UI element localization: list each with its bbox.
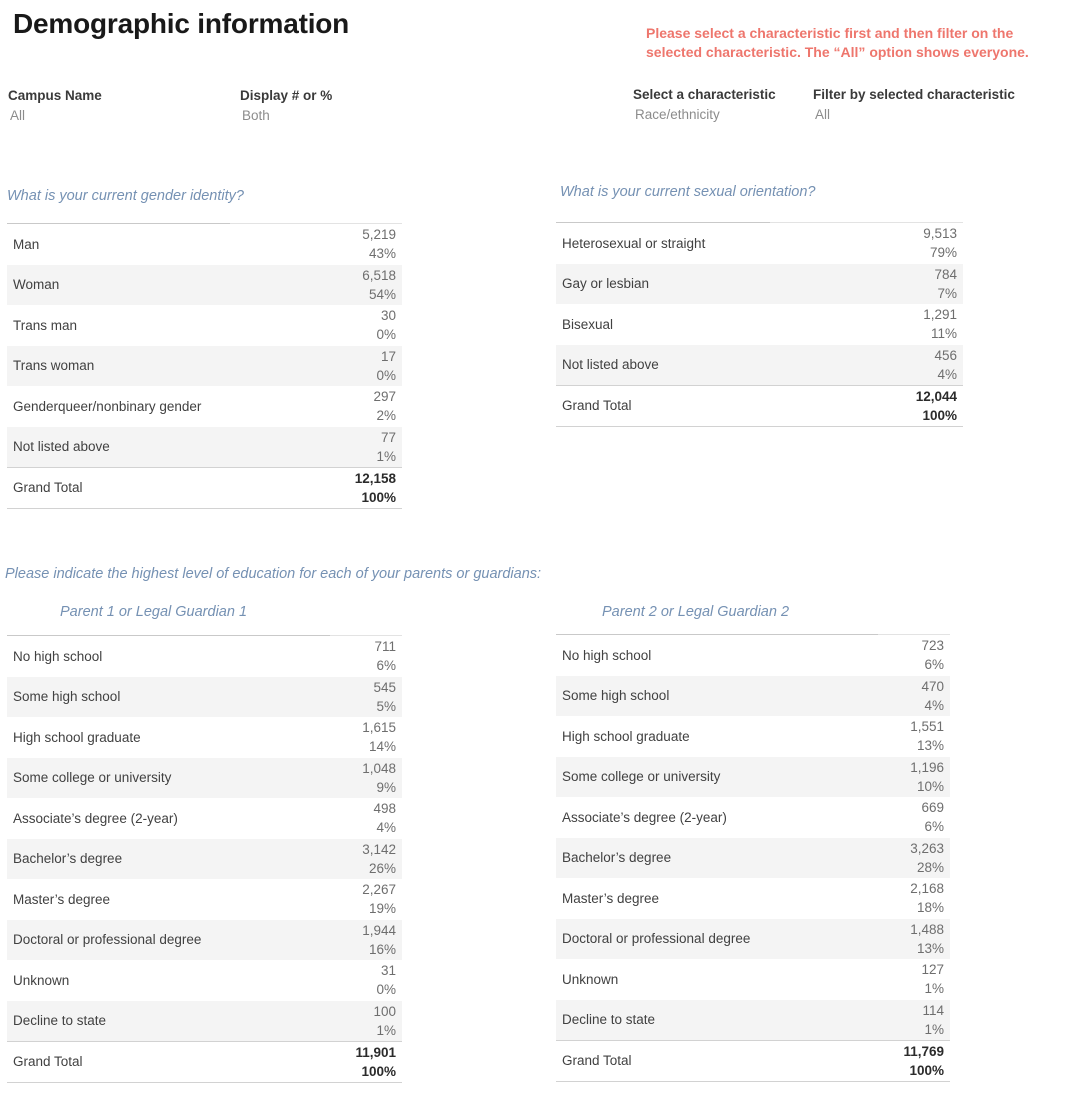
row-count: 723	[921, 638, 944, 654]
row-values	[330, 636, 402, 677]
row-values	[230, 224, 402, 265]
row-percent: 13%	[916, 940, 944, 956]
table-row[interactable]	[7, 839, 402, 880]
table-row[interactable]	[7, 758, 402, 799]
row-values	[330, 717, 402, 758]
row-label: Grand Total	[13, 480, 83, 496]
row-percent: 9%	[376, 779, 396, 795]
row-label: Grand Total	[562, 1053, 632, 1069]
row-values	[330, 758, 402, 799]
table-row[interactable]	[7, 717, 402, 758]
row-label: Bachelor’s degree	[13, 851, 123, 867]
row-values	[330, 960, 402, 1001]
row-label: Master’s degree	[562, 890, 660, 906]
table-row[interactable]	[556, 1000, 950, 1041]
table-row[interactable]	[556, 635, 950, 676]
row-values	[330, 1042, 402, 1082]
row-count: 12,044	[915, 388, 957, 404]
table-row[interactable]	[556, 797, 950, 838]
row-values	[230, 468, 402, 508]
table-row[interactable]	[7, 636, 402, 677]
row-label: Some high school	[562, 688, 670, 704]
row-count: 5,219	[362, 227, 396, 243]
row-label: High school graduate	[13, 729, 141, 745]
filter-label: Filter by selected characteristic	[813, 87, 1015, 102]
row-label: Bisexual	[562, 316, 614, 332]
row-count: 470	[921, 678, 944, 694]
row-values	[878, 676, 950, 717]
parent2-subtitle: Parent 2 or Legal Guardian 2	[602, 604, 790, 620]
row-count: 456	[934, 347, 957, 363]
parent1-table	[7, 635, 402, 1083]
row-label: Trans man	[13, 317, 78, 333]
row-percent: 100%	[909, 1062, 944, 1078]
table-row[interactable]	[556, 878, 950, 919]
row-count: 1,291	[923, 307, 957, 323]
row-count: 545	[373, 679, 396, 695]
grand-total-row[interactable]	[556, 1040, 950, 1081]
row-percent: 2%	[376, 408, 396, 424]
row-percent: 1%	[376, 1022, 396, 1038]
row-count: 11,901	[355, 1044, 396, 1060]
row-values	[878, 1041, 950, 1081]
row-values	[230, 265, 402, 306]
row-label: Not listed above	[562, 357, 659, 373]
table-row[interactable]	[556, 223, 963, 264]
row-label: Associate’s degree (2-year)	[562, 809, 727, 825]
row-values	[878, 797, 950, 838]
filter-characteristic	[633, 87, 776, 122]
row-percent: 4%	[937, 366, 957, 382]
grand-total-row[interactable]	[556, 385, 963, 426]
row-count: 30	[380, 308, 396, 324]
row-count: 2,267	[362, 882, 396, 898]
row-count: 784	[934, 266, 957, 282]
row-percent: 54%	[368, 286, 396, 302]
table-row[interactable]	[556, 264, 963, 305]
row-values	[770, 304, 963, 345]
row-values	[330, 920, 402, 961]
row-label: Doctoral or professional degree	[562, 931, 751, 947]
grand-total-row[interactable]	[7, 1041, 402, 1082]
row-label: Not listed above	[13, 439, 110, 455]
row-label: Some college or university	[13, 770, 172, 786]
row-values	[330, 839, 402, 880]
row-label: Associate’s degree (2-year)	[13, 810, 178, 826]
orientation-question-title: What is your current sexual orientation?	[560, 184, 816, 200]
row-count: 3,263	[910, 840, 944, 856]
row-label: Doctoral or professional degree	[13, 932, 202, 948]
row-count: 3,142	[362, 841, 396, 857]
row-label: Trans woman	[13, 358, 95, 374]
row-label: Woman	[13, 277, 60, 293]
page-title: Demographic information	[13, 8, 350, 39]
table-row[interactable]	[556, 919, 950, 960]
row-count: 114	[922, 1002, 944, 1018]
instruction-note: Please select a characteristic first and then filter on the selected characteristic. The “All” option shows everyone.	[646, 25, 1029, 60]
row-values	[770, 386, 963, 426]
row-percent: 0%	[376, 327, 396, 343]
row-percent: 4%	[376, 820, 396, 836]
row-values	[230, 386, 402, 427]
row-values	[878, 635, 950, 676]
row-label: Gay or lesbian	[562, 276, 650, 292]
table-row[interactable]	[556, 838, 950, 879]
row-count: 6,518	[362, 267, 396, 283]
row-label: No high school	[562, 647, 652, 663]
row-percent: 100%	[361, 1063, 396, 1079]
row-percent: 14%	[368, 739, 396, 755]
campus-name-dropdown[interactable]: All	[10, 108, 26, 123]
row-label: Unknown	[13, 972, 70, 988]
gender-question-title: What is your current gender identity?	[7, 188, 244, 204]
row-percent: 16%	[368, 941, 396, 957]
table-row[interactable]	[7, 677, 402, 718]
table-row[interactable]	[7, 265, 402, 306]
table-row[interactable]	[556, 959, 950, 1000]
row-count: 2,168	[910, 881, 944, 897]
table-row[interactable]	[7, 386, 402, 427]
parent1-subtitle: Parent 1 or Legal Guardian 1	[60, 604, 248, 620]
row-percent: 5%	[376, 698, 396, 714]
table-row[interactable]	[7, 1001, 402, 1042]
row-percent: 0%	[376, 982, 396, 998]
row-percent: 13%	[916, 738, 944, 754]
row-percent: 6%	[376, 658, 396, 674]
table-row[interactable]	[7, 224, 402, 265]
grand-total-row[interactable]	[7, 467, 402, 508]
filter-by-characteristic	[813, 87, 1015, 122]
row-values	[330, 798, 402, 839]
row-percent: 0%	[376, 367, 396, 383]
row-percent: 26%	[368, 860, 396, 876]
row-percent: 79%	[929, 245, 957, 261]
parent2-table	[556, 634, 950, 1082]
row-values	[878, 919, 950, 960]
row-count: 1,196	[910, 759, 944, 775]
row-count: 1,615	[362, 720, 396, 736]
row-values	[230, 427, 402, 468]
row-values	[330, 677, 402, 718]
row-percent: 1%	[924, 1021, 944, 1037]
row-count: 31	[380, 963, 396, 979]
table-row[interactable]	[556, 716, 950, 757]
filter-display-mode	[240, 88, 332, 123]
table-row[interactable]	[7, 879, 402, 920]
characteristic-dropdown[interactable]: Race/ethnicity	[635, 107, 720, 122]
row-count: 11,769	[903, 1043, 944, 1059]
row-values	[878, 757, 950, 798]
row-values	[770, 345, 963, 386]
row-label: High school graduate	[562, 728, 690, 744]
row-percent: 1%	[924, 981, 944, 997]
filter-label: Display # or %	[240, 88, 333, 103]
row-label: Grand Total	[562, 398, 632, 414]
row-percent: 28%	[916, 859, 944, 875]
row-values	[330, 879, 402, 920]
table-row[interactable]	[7, 346, 402, 387]
table-row[interactable]	[556, 757, 950, 798]
row-label: Decline to state	[13, 1013, 107, 1029]
row-label: Grand Total	[13, 1054, 83, 1070]
table-row[interactable]	[7, 427, 402, 468]
row-values	[878, 716, 950, 757]
row-percent: 19%	[368, 901, 396, 917]
row-label: Heterosexual or straight	[562, 235, 706, 251]
table-row[interactable]	[7, 960, 402, 1001]
row-label: No high school	[13, 648, 103, 664]
row-label: Bachelor’s degree	[562, 850, 672, 866]
row-values	[878, 959, 950, 1000]
orientation-table	[556, 222, 963, 427]
row-count: 77	[380, 429, 396, 445]
table-row[interactable]	[556, 676, 950, 717]
education-question-title: Please indicate the highest level of education for each of your parents or guardians:	[5, 566, 542, 582]
row-count: 100	[373, 1003, 396, 1019]
row-values	[878, 838, 950, 879]
row-percent: 7%	[937, 285, 957, 301]
row-count: 1,048	[362, 760, 396, 776]
filter-by-characteristic-dropdown[interactable]: All	[815, 107, 831, 122]
table-row[interactable]	[7, 920, 402, 961]
table-row[interactable]	[7, 798, 402, 839]
row-count: 1,944	[362, 922, 396, 938]
row-count: 17	[380, 348, 396, 364]
row-label: Decline to state	[562, 1012, 656, 1028]
table-row[interactable]	[556, 304, 963, 345]
filter-label: Select a characteristic	[633, 87, 776, 102]
row-count: 498	[373, 801, 396, 817]
row-values	[230, 346, 402, 387]
row-label: Master’s degree	[13, 891, 111, 907]
row-count: 127	[921, 962, 944, 978]
row-percent: 11%	[930, 326, 957, 342]
gender-table	[7, 223, 402, 509]
row-values	[770, 223, 963, 264]
row-count: 297	[373, 389, 396, 405]
row-count: 669	[921, 800, 944, 816]
row-values	[770, 264, 963, 305]
row-label: Man	[13, 236, 40, 252]
row-count: 12,158	[354, 470, 396, 486]
row-percent: 1%	[376, 448, 396, 464]
filter-label: Campus Name	[8, 88, 102, 103]
row-percent: 4%	[924, 697, 944, 713]
row-values	[330, 1001, 402, 1042]
row-percent: 43%	[368, 246, 396, 262]
row-count: 9,513	[923, 226, 957, 242]
row-values	[878, 878, 950, 919]
row-values	[878, 1000, 950, 1041]
table-row[interactable]	[556, 345, 963, 386]
row-label: Some high school	[13, 689, 121, 705]
row-percent: 6%	[924, 657, 944, 673]
row-count: 1,488	[910, 921, 944, 937]
row-percent: 100%	[361, 489, 396, 505]
filter-campus-name	[8, 88, 102, 123]
row-percent: 100%	[922, 407, 957, 423]
row-percent: 6%	[924, 819, 944, 835]
table-row[interactable]	[7, 305, 402, 346]
row-label: Unknown	[562, 971, 619, 987]
row-values	[230, 305, 402, 346]
display-mode-dropdown[interactable]: Both	[242, 108, 270, 123]
row-label: Some college or university	[562, 769, 721, 785]
row-label: Genderqueer/nonbinary gender	[13, 398, 202, 414]
row-percent: 10%	[916, 778, 944, 794]
row-count: 711	[374, 639, 396, 655]
row-count: 1,551	[910, 719, 944, 735]
row-percent: 18%	[916, 900, 944, 916]
